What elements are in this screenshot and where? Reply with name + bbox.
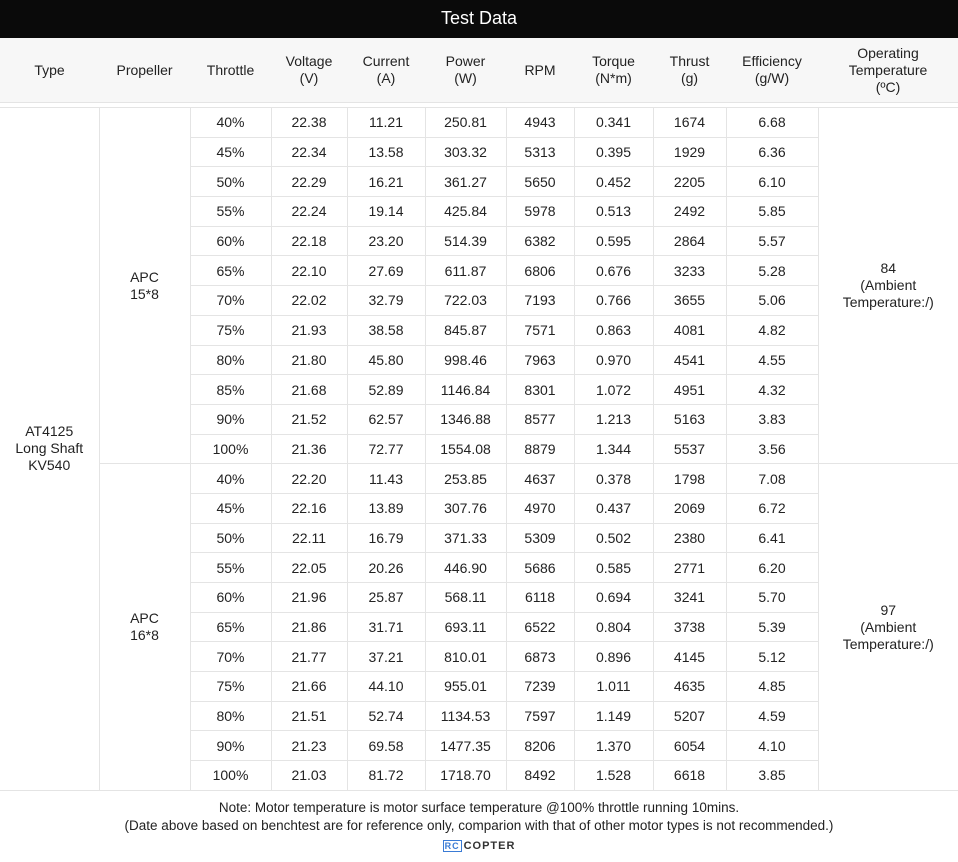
torque-cell: 0.502 xyxy=(574,523,653,553)
throttle-cell: 75% xyxy=(190,672,271,702)
efficiency-cell: 5.57 xyxy=(726,226,818,256)
rpm-cell: 4637 xyxy=(506,464,574,494)
col-header-voltage: Voltage (V) xyxy=(271,38,347,103)
voltage-cell: 21.03 xyxy=(271,761,347,791)
thrust-cell: 4951 xyxy=(653,375,726,405)
rpm-cell: 6118 xyxy=(506,583,574,613)
voltage-cell: 22.11 xyxy=(271,523,347,553)
col-header-type: Type xyxy=(0,38,99,103)
voltage-cell: 22.38 xyxy=(271,108,347,138)
throttle-cell: 70% xyxy=(190,286,271,316)
thrust-cell: 2864 xyxy=(653,226,726,256)
power-cell: 693.11 xyxy=(425,612,506,642)
table-body xyxy=(0,108,958,791)
power-cell: 250.81 xyxy=(425,108,506,138)
power-cell: 425.84 xyxy=(425,197,506,227)
torque-cell: 0.970 xyxy=(574,345,653,375)
footer-note xyxy=(0,791,958,855)
table-row xyxy=(0,108,958,138)
current-cell: 31.71 xyxy=(347,612,425,642)
torque-cell: 1.528 xyxy=(574,761,653,791)
efficiency-cell: 5.70 xyxy=(726,583,818,613)
current-cell: 23.20 xyxy=(347,226,425,256)
thrust-cell: 4081 xyxy=(653,315,726,345)
throttle-cell: 65% xyxy=(190,256,271,286)
current-cell: 38.58 xyxy=(347,315,425,345)
torque-cell: 1.011 xyxy=(574,672,653,702)
col-header-throttle: Throttle xyxy=(190,38,271,103)
current-cell: 16.79 xyxy=(347,523,425,553)
table-row xyxy=(0,464,958,494)
voltage-cell: 21.36 xyxy=(271,434,347,464)
power-cell: 845.87 xyxy=(425,315,506,345)
thrust-cell: 4541 xyxy=(653,345,726,375)
efficiency-cell: 5.12 xyxy=(726,642,818,672)
rpm-cell: 8492 xyxy=(506,761,574,791)
torque-cell: 0.694 xyxy=(574,583,653,613)
power-cell: 568.11 xyxy=(425,583,506,613)
rpm-cell: 5686 xyxy=(506,553,574,583)
col-header-temperature: Operating Temperature (ºC) xyxy=(818,38,958,103)
thrust-cell: 1929 xyxy=(653,137,726,167)
rpm-cell: 6873 xyxy=(506,642,574,672)
thrust-cell: 6618 xyxy=(653,761,726,791)
rpm-cell: 6382 xyxy=(506,226,574,256)
propeller-cell: APC 16*8 xyxy=(99,464,190,791)
torque-cell: 1.213 xyxy=(574,404,653,434)
efficiency-cell: 6.68 xyxy=(726,108,818,138)
thrust-cell: 5207 xyxy=(653,701,726,731)
power-cell: 253.85 xyxy=(425,464,506,494)
thrust-cell: 2380 xyxy=(653,523,726,553)
current-cell: 44.10 xyxy=(347,672,425,702)
voltage-cell: 21.96 xyxy=(271,583,347,613)
current-cell: 27.69 xyxy=(347,256,425,286)
voltage-cell: 22.24 xyxy=(271,197,347,227)
efficiency-cell: 5.06 xyxy=(726,286,818,316)
efficiency-cell: 3.83 xyxy=(726,404,818,434)
throttle-cell: 85% xyxy=(190,375,271,405)
thrust-cell: 1674 xyxy=(653,108,726,138)
rpm-cell: 4970 xyxy=(506,493,574,523)
efficiency-cell: 3.56 xyxy=(726,434,818,464)
power-cell: 1477.35 xyxy=(425,731,506,761)
test-data-table xyxy=(0,38,958,791)
power-cell: 1134.53 xyxy=(425,701,506,731)
torque-cell: 0.766 xyxy=(574,286,653,316)
throttle-cell: 55% xyxy=(190,197,271,227)
rpm-cell: 5978 xyxy=(506,197,574,227)
col-header-thrust: Thrust (g) xyxy=(653,38,726,103)
throttle-cell: 90% xyxy=(190,404,271,434)
current-cell: 20.26 xyxy=(347,553,425,583)
throttle-cell: 90% xyxy=(190,731,271,761)
voltage-cell: 22.20 xyxy=(271,464,347,494)
thrust-cell: 3738 xyxy=(653,612,726,642)
logo-text: COPTER xyxy=(463,839,516,852)
col-header-rpm: RPM xyxy=(506,38,574,103)
rpm-cell: 7963 xyxy=(506,345,574,375)
throttle-cell: 45% xyxy=(190,493,271,523)
voltage-cell: 21.68 xyxy=(271,375,347,405)
power-cell: 722.03 xyxy=(425,286,506,316)
current-cell: 13.89 xyxy=(347,493,425,523)
torque-cell: 0.896 xyxy=(574,642,653,672)
throttle-cell: 50% xyxy=(190,523,271,553)
power-cell: 955.01 xyxy=(425,672,506,702)
throttle-cell: 100% xyxy=(190,434,271,464)
power-cell: 303.32 xyxy=(425,137,506,167)
temperature-cell: 84 (Ambient Temperature:/) xyxy=(818,108,958,464)
thrust-cell: 3655 xyxy=(653,286,726,316)
current-cell: 52.89 xyxy=(347,375,425,405)
efficiency-cell: 4.10 xyxy=(726,731,818,761)
thrust-cell: 5537 xyxy=(653,434,726,464)
col-header-propeller: Propeller xyxy=(99,38,190,103)
throttle-cell: 55% xyxy=(190,553,271,583)
current-cell: 32.79 xyxy=(347,286,425,316)
power-cell: 361.27 xyxy=(425,167,506,197)
motor-type-cell: AT4125 Long Shaft KV540 xyxy=(0,108,99,791)
col-header-efficiency: Efficiency (g/W) xyxy=(726,38,818,103)
throttle-cell: 60% xyxy=(190,583,271,613)
throttle-cell: 65% xyxy=(190,612,271,642)
throttle-cell: 100% xyxy=(190,761,271,791)
voltage-cell: 22.18 xyxy=(271,226,347,256)
current-cell: 45.80 xyxy=(347,345,425,375)
torque-cell: 0.437 xyxy=(574,493,653,523)
voltage-cell: 22.29 xyxy=(271,167,347,197)
temperature-cell: 97 (Ambient Temperature:/) xyxy=(818,464,958,791)
thrust-cell: 1798 xyxy=(653,464,726,494)
efficiency-cell: 4.55 xyxy=(726,345,818,375)
rpm-cell: 7239 xyxy=(506,672,574,702)
efficiency-cell: 4.59 xyxy=(726,701,818,731)
power-cell: 611.87 xyxy=(425,256,506,286)
note-line-2: (Date above based on benchtest are for reference only, comparion with that of other motor types is not recommended.) xyxy=(124,817,834,833)
torque-cell: 1.072 xyxy=(574,375,653,405)
col-header-power: Power (W) xyxy=(425,38,506,103)
power-cell: 307.76 xyxy=(425,493,506,523)
rpm-cell: 5309 xyxy=(506,523,574,553)
power-cell: 1146.84 xyxy=(425,375,506,405)
throttle-cell: 50% xyxy=(190,167,271,197)
thrust-cell: 2492 xyxy=(653,197,726,227)
voltage-cell: 22.02 xyxy=(271,286,347,316)
thrust-cell: 3241 xyxy=(653,583,726,613)
torque-cell: 0.595 xyxy=(574,226,653,256)
logo-prefix: RC xyxy=(444,840,460,851)
thrust-cell: 3233 xyxy=(653,256,726,286)
page-title: Test Data xyxy=(0,0,958,38)
rpm-cell: 7597 xyxy=(506,701,574,731)
power-cell: 998.46 xyxy=(425,345,506,375)
current-cell: 37.21 xyxy=(347,642,425,672)
current-cell: 81.72 xyxy=(347,761,425,791)
current-cell: 52.74 xyxy=(347,701,425,731)
header-row xyxy=(0,38,958,103)
torque-cell: 0.676 xyxy=(574,256,653,286)
efficiency-cell: 5.85 xyxy=(726,197,818,227)
throttle-cell: 70% xyxy=(190,642,271,672)
torque-cell: 1.370 xyxy=(574,731,653,761)
efficiency-cell: 4.85 xyxy=(726,672,818,702)
throttle-cell: 40% xyxy=(190,108,271,138)
efficiency-cell: 5.28 xyxy=(726,256,818,286)
throttle-cell: 45% xyxy=(190,137,271,167)
torque-cell: 0.395 xyxy=(574,137,653,167)
throttle-cell: 80% xyxy=(190,701,271,731)
rpm-cell: 8577 xyxy=(506,404,574,434)
current-cell: 69.58 xyxy=(347,731,425,761)
thrust-cell: 4145 xyxy=(653,642,726,672)
torque-cell: 1.344 xyxy=(574,434,653,464)
thrust-cell: 5163 xyxy=(653,404,726,434)
rpm-cell: 5313 xyxy=(506,137,574,167)
efficiency-cell: 6.36 xyxy=(726,137,818,167)
torque-cell: 0.452 xyxy=(574,167,653,197)
efficiency-cell: 3.85 xyxy=(726,761,818,791)
current-cell: 72.77 xyxy=(347,434,425,464)
torque-cell: 0.804 xyxy=(574,612,653,642)
throttle-cell: 60% xyxy=(190,226,271,256)
torque-cell: 0.863 xyxy=(574,315,653,345)
throttle-cell: 40% xyxy=(190,464,271,494)
col-header-current: Current (A) xyxy=(347,38,425,103)
torque-cell: 1.149 xyxy=(574,701,653,731)
current-cell: 11.21 xyxy=(347,108,425,138)
power-cell: 1718.70 xyxy=(425,761,506,791)
rpm-cell: 5650 xyxy=(506,167,574,197)
current-cell: 62.57 xyxy=(347,404,425,434)
thrust-cell: 6054 xyxy=(653,731,726,761)
voltage-cell: 21.93 xyxy=(271,315,347,345)
torque-cell: 0.378 xyxy=(574,464,653,494)
voltage-cell: 22.10 xyxy=(271,256,347,286)
efficiency-cell: 6.41 xyxy=(726,523,818,553)
rpm-cell: 7571 xyxy=(506,315,574,345)
rpm-cell: 8879 xyxy=(506,434,574,464)
voltage-cell: 22.05 xyxy=(271,553,347,583)
power-cell: 371.33 xyxy=(425,523,506,553)
current-cell: 13.58 xyxy=(347,137,425,167)
voltage-cell: 21.51 xyxy=(271,701,347,731)
power-cell: 1554.08 xyxy=(425,434,506,464)
voltage-cell: 21.23 xyxy=(271,731,347,761)
efficiency-cell: 6.72 xyxy=(726,493,818,523)
efficiency-cell: 7.08 xyxy=(726,464,818,494)
current-cell: 16.21 xyxy=(347,167,425,197)
efficiency-cell: 5.39 xyxy=(726,612,818,642)
rpm-cell: 7193 xyxy=(506,286,574,316)
efficiency-cell: 4.32 xyxy=(726,375,818,405)
power-cell: 1346.88 xyxy=(425,404,506,434)
voltage-cell: 21.52 xyxy=(271,404,347,434)
voltage-cell: 21.80 xyxy=(271,345,347,375)
efficiency-cell: 6.20 xyxy=(726,553,818,583)
voltage-cell: 22.34 xyxy=(271,137,347,167)
propeller-cell: APC 15*8 xyxy=(99,108,190,464)
voltage-cell: 21.66 xyxy=(271,672,347,702)
power-cell: 446.90 xyxy=(425,553,506,583)
current-cell: 25.87 xyxy=(347,583,425,613)
thrust-cell: 4635 xyxy=(653,672,726,702)
rpm-cell: 6806 xyxy=(506,256,574,286)
thrust-cell: 2069 xyxy=(653,493,726,523)
voltage-cell: 21.86 xyxy=(271,612,347,642)
torque-cell: 0.341 xyxy=(574,108,653,138)
rpm-cell: 6522 xyxy=(506,612,574,642)
current-cell: 19.14 xyxy=(347,197,425,227)
col-header-torque: Torque (N*m) xyxy=(574,38,653,103)
rpm-cell: 8301 xyxy=(506,375,574,405)
thrust-cell: 2205 xyxy=(653,167,726,197)
voltage-cell: 22.16 xyxy=(271,493,347,523)
note-line-1: Note: Motor temperature is motor surface temperature @100% throttle running 10mins. xyxy=(218,799,740,815)
thrust-cell: 2771 xyxy=(653,553,726,583)
torque-cell: 0.513 xyxy=(574,197,653,227)
power-cell: 514.39 xyxy=(425,226,506,256)
torque-cell: 0.585 xyxy=(574,553,653,583)
rpm-cell: 4943 xyxy=(506,108,574,138)
efficiency-cell: 6.10 xyxy=(726,167,818,197)
rpm-cell: 8206 xyxy=(506,731,574,761)
throttle-cell: 75% xyxy=(190,315,271,345)
current-cell: 11.43 xyxy=(347,464,425,494)
efficiency-cell: 4.82 xyxy=(726,315,818,345)
throttle-cell: 80% xyxy=(190,345,271,375)
rc-copter-logo xyxy=(0,837,958,855)
power-cell: 810.01 xyxy=(425,642,506,672)
voltage-cell: 21.77 xyxy=(271,642,347,672)
